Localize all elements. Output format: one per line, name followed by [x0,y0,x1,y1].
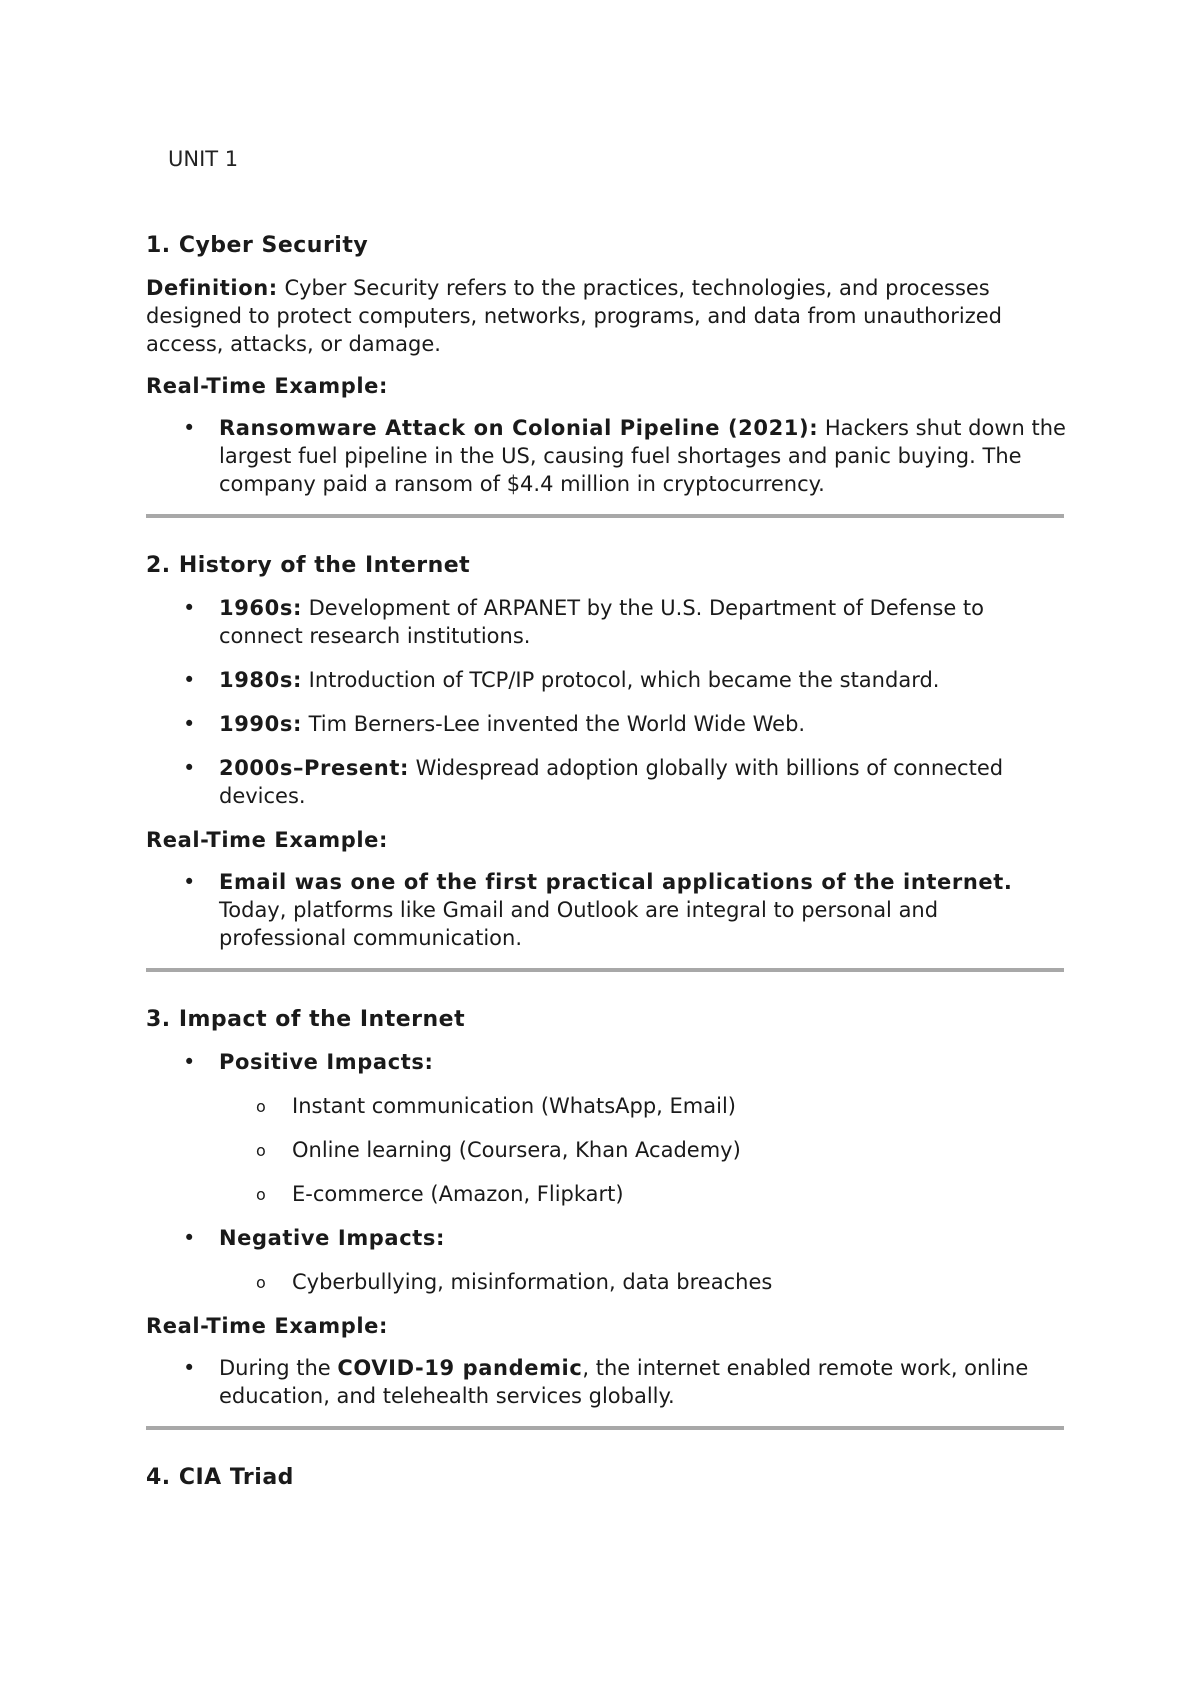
list-item [146,414,1066,498]
sub-list-item [146,1092,1066,1120]
list-item [146,1048,1066,1076]
example-text: Today, platforms like Gmail and Outlook are integral to personal and professional communication. [219,898,939,950]
circle-bullet-icon: o [256,1141,266,1160]
bullet-icon: • [183,596,196,620]
item-text: Introduction of TCP/IP protocol, which became the standard. [301,668,940,692]
bullet-icon: • [183,668,196,692]
example-label: Real-Time Example: [146,828,388,852]
example-bold: Email was one of the first practical applications of the internet. [219,870,1013,894]
bullet-icon: • [183,1356,196,1380]
list-item [146,1354,1066,1410]
circle-bullet-icon: o [256,1097,266,1116]
example-label: Real-Time Example: [146,374,388,398]
item-text: Widespread adoption globally with billions of connected devices. [219,756,1004,808]
item-bold: 1960s: [219,596,302,620]
unit-title: UNIT 1 [168,147,239,171]
definition-label: Definition: [146,276,278,300]
list-item [146,868,1066,952]
circle-bullet-icon: o [256,1185,266,1204]
section-cia-triad [146,1464,1066,1492]
section-divider [146,514,1064,518]
impact-list [146,1224,1066,1252]
example-pre: During the [219,1356,338,1380]
section-title: 1. Cyber Security [146,233,369,258]
section-title: 2. History of the Internet [146,553,471,578]
positive-sublist [146,1092,1066,1208]
section-divider [146,968,1064,972]
example-bold: Ransomware Attack on Colonial Pipeline (2021): [219,416,819,440]
list-item [146,594,1066,650]
sub-list-item [146,1136,1066,1164]
list-item [146,754,1066,810]
definition-text: Cyber Security refers to the practices, technologies, and processes designed to protect computers, networks, programs, and data from unauthorized access, attacks, or damage. [146,276,1003,356]
section-title: 4. CIA Triad [146,1465,294,1490]
bullet-icon: • [183,1226,196,1250]
bullet-icon: • [183,870,196,894]
section-history-internet [146,552,1066,972]
section-divider [146,1426,1064,1430]
example-list [146,868,1066,952]
impact-list [146,1048,1066,1076]
item-text: Tim Berners-Lee invented the World Wide Web. [301,712,806,736]
list-item [146,710,1066,738]
list-item [146,1224,1066,1252]
definition-paragraph [146,274,1066,358]
sub-list-item [146,1180,1066,1208]
example-list [146,1354,1066,1410]
item-text: Development of ARPANET by the U.S. Department of Defense to connect research institutions. [219,596,985,648]
item-bold: 1980s: [219,668,302,692]
example-bold: COVID-19 pandemic [337,1356,583,1380]
history-list [146,594,1066,810]
list-item [146,666,1066,694]
positive-label: Positive Impacts: [219,1050,434,1074]
example-list [146,414,1066,498]
section-cyber-security [146,232,1066,518]
document-body [146,232,1066,1506]
bullet-icon: • [183,416,196,440]
item-bold: 2000s–Present: [219,756,409,780]
sub-item-text: E-commerce (Amazon, Flipkart) [292,1182,624,1206]
example-text: Hackers shut down the largest fuel pipeline in the US, causing fuel shortages and panic buying. The company paid a ransom of $4.4 million in cryptocurrency. [219,416,1066,496]
sub-item-text: Cyberbullying, misinformation, data breaches [292,1270,773,1294]
bullet-icon: • [183,712,196,736]
section-impact-internet [146,1006,1066,1430]
example-text: , the internet enabled remote work, online education, and telehealth services globally. [219,1356,1029,1408]
example-label: Real-Time Example: [146,1314,388,1338]
bullet-icon: • [183,1050,196,1074]
negative-sublist [146,1268,1066,1296]
bullet-icon: • [183,756,196,780]
negative-label: Negative Impacts: [219,1226,445,1250]
sub-item-text: Online learning (Coursera, Khan Academy) [292,1138,741,1162]
sub-list-item [146,1268,1066,1296]
circle-bullet-icon: o [256,1273,266,1292]
section-title: 3. Impact of the Internet [146,1007,466,1032]
item-bold: 1990s: [219,712,302,736]
sub-item-text: Instant communication (WhatsApp, Email) [292,1094,736,1118]
